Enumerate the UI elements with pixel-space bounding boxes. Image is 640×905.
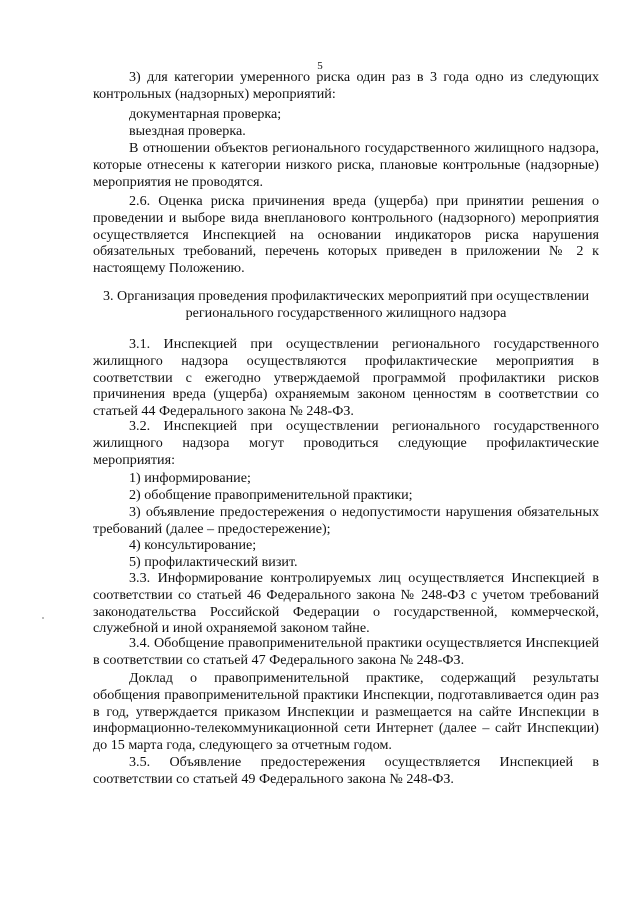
list-item-5: 5) профилактический визит. xyxy=(129,554,298,570)
list-item-3: 3) объявление предостережения о недопустимости нарушения обязательных требований (далее – предостережение); xyxy=(93,504,599,537)
paragraph-3-1: 3.1. Инспекцией при осуществлении регионального государственного жилищного надзора осуществляются профилактические мероприятия в соответствии с ежегодно утверждаемой программой профилактики рисков причинения вреда (ущерба) охраняемым законом ценностям в соответствии со статьей 44 Федерального закона № 248-ФЗ. xyxy=(93,336,599,420)
scan-speck xyxy=(42,617,44,619)
paragraph-report: Доклад о правоприменительной практике, содержащий результаты обобщения правоприменительной практики Инспекции, подготавливается один раз в год, утверждается приказом Инспекции и размещается на сайте Инспекции в информационно-телекоммуникационной сети Интернет (далее – сайт Инспекции) до 15 марта года, следующего за отчетным годом. xyxy=(93,670,599,754)
list-item-field-check: выездная проверка. xyxy=(129,123,246,139)
paragraph-3-3: 3.3. Информирование контролируемых лиц осуществляется Инспекцией в соответствии со статьей 46 Федерального закона № 248-ФЗ с учетом требований законодательства Российской Федерации о государственной, коммерческой, служебной и иной охраняемой законом тайне. xyxy=(93,570,599,637)
list-item-documentary-check: документарная проверка; xyxy=(129,106,282,122)
page-number: 5 xyxy=(317,60,323,72)
section-heading-3: 3. Организация проведения профилактических мероприятий при осуществлении регионального государственного жилищного надзора xyxy=(102,288,590,321)
list-item-4: 4) консультирование; xyxy=(129,537,257,553)
paragraph-low-risk: В отношении объектов регионального государственного жилищного надзора, которые отнесены к категории низкого риска, плановые контрольные (надзорные) мероприятия не проводятся. xyxy=(93,140,599,190)
list-item-2: 2) обобщение правоприменительной практики; xyxy=(129,487,413,503)
paragraph-3-2: 3.2. Инспекцией при осуществлении регионального государственного жилищного надзора могут проводиться следующие профилактические мероприятия: xyxy=(93,418,599,468)
paragraph-3-4: 3.4. Обобщение правоприменительной практики осуществляется Инспекцией в соответствии со статьей 47 Федерального закона № 248-ФЗ. xyxy=(93,635,599,668)
paragraph-3-5: 3.5. Объявление предостережения осуществляется Инспекцией в соответствии со статьей 49 Федерального закона № 248-ФЗ. xyxy=(93,754,599,787)
paragraph-2-6: 2.6. Оценка риска причинения вреда (ущерба) при принятии решения о проведении и выборе вида внепланового контрольного (надзорного) мероприятия осуществляется Инспекцией на основании индикаторов риска нарушения обязательных требований, перечень которых приведен в приложении № 2 к настоящему Положению. xyxy=(93,193,599,277)
list-item-1: 1) информирование; xyxy=(129,470,251,486)
paragraph-risk-moderate: 3) для категории умеренного риска один раз в 3 года одно из следующих контрольных (надзорных) мероприятий: xyxy=(93,69,599,102)
